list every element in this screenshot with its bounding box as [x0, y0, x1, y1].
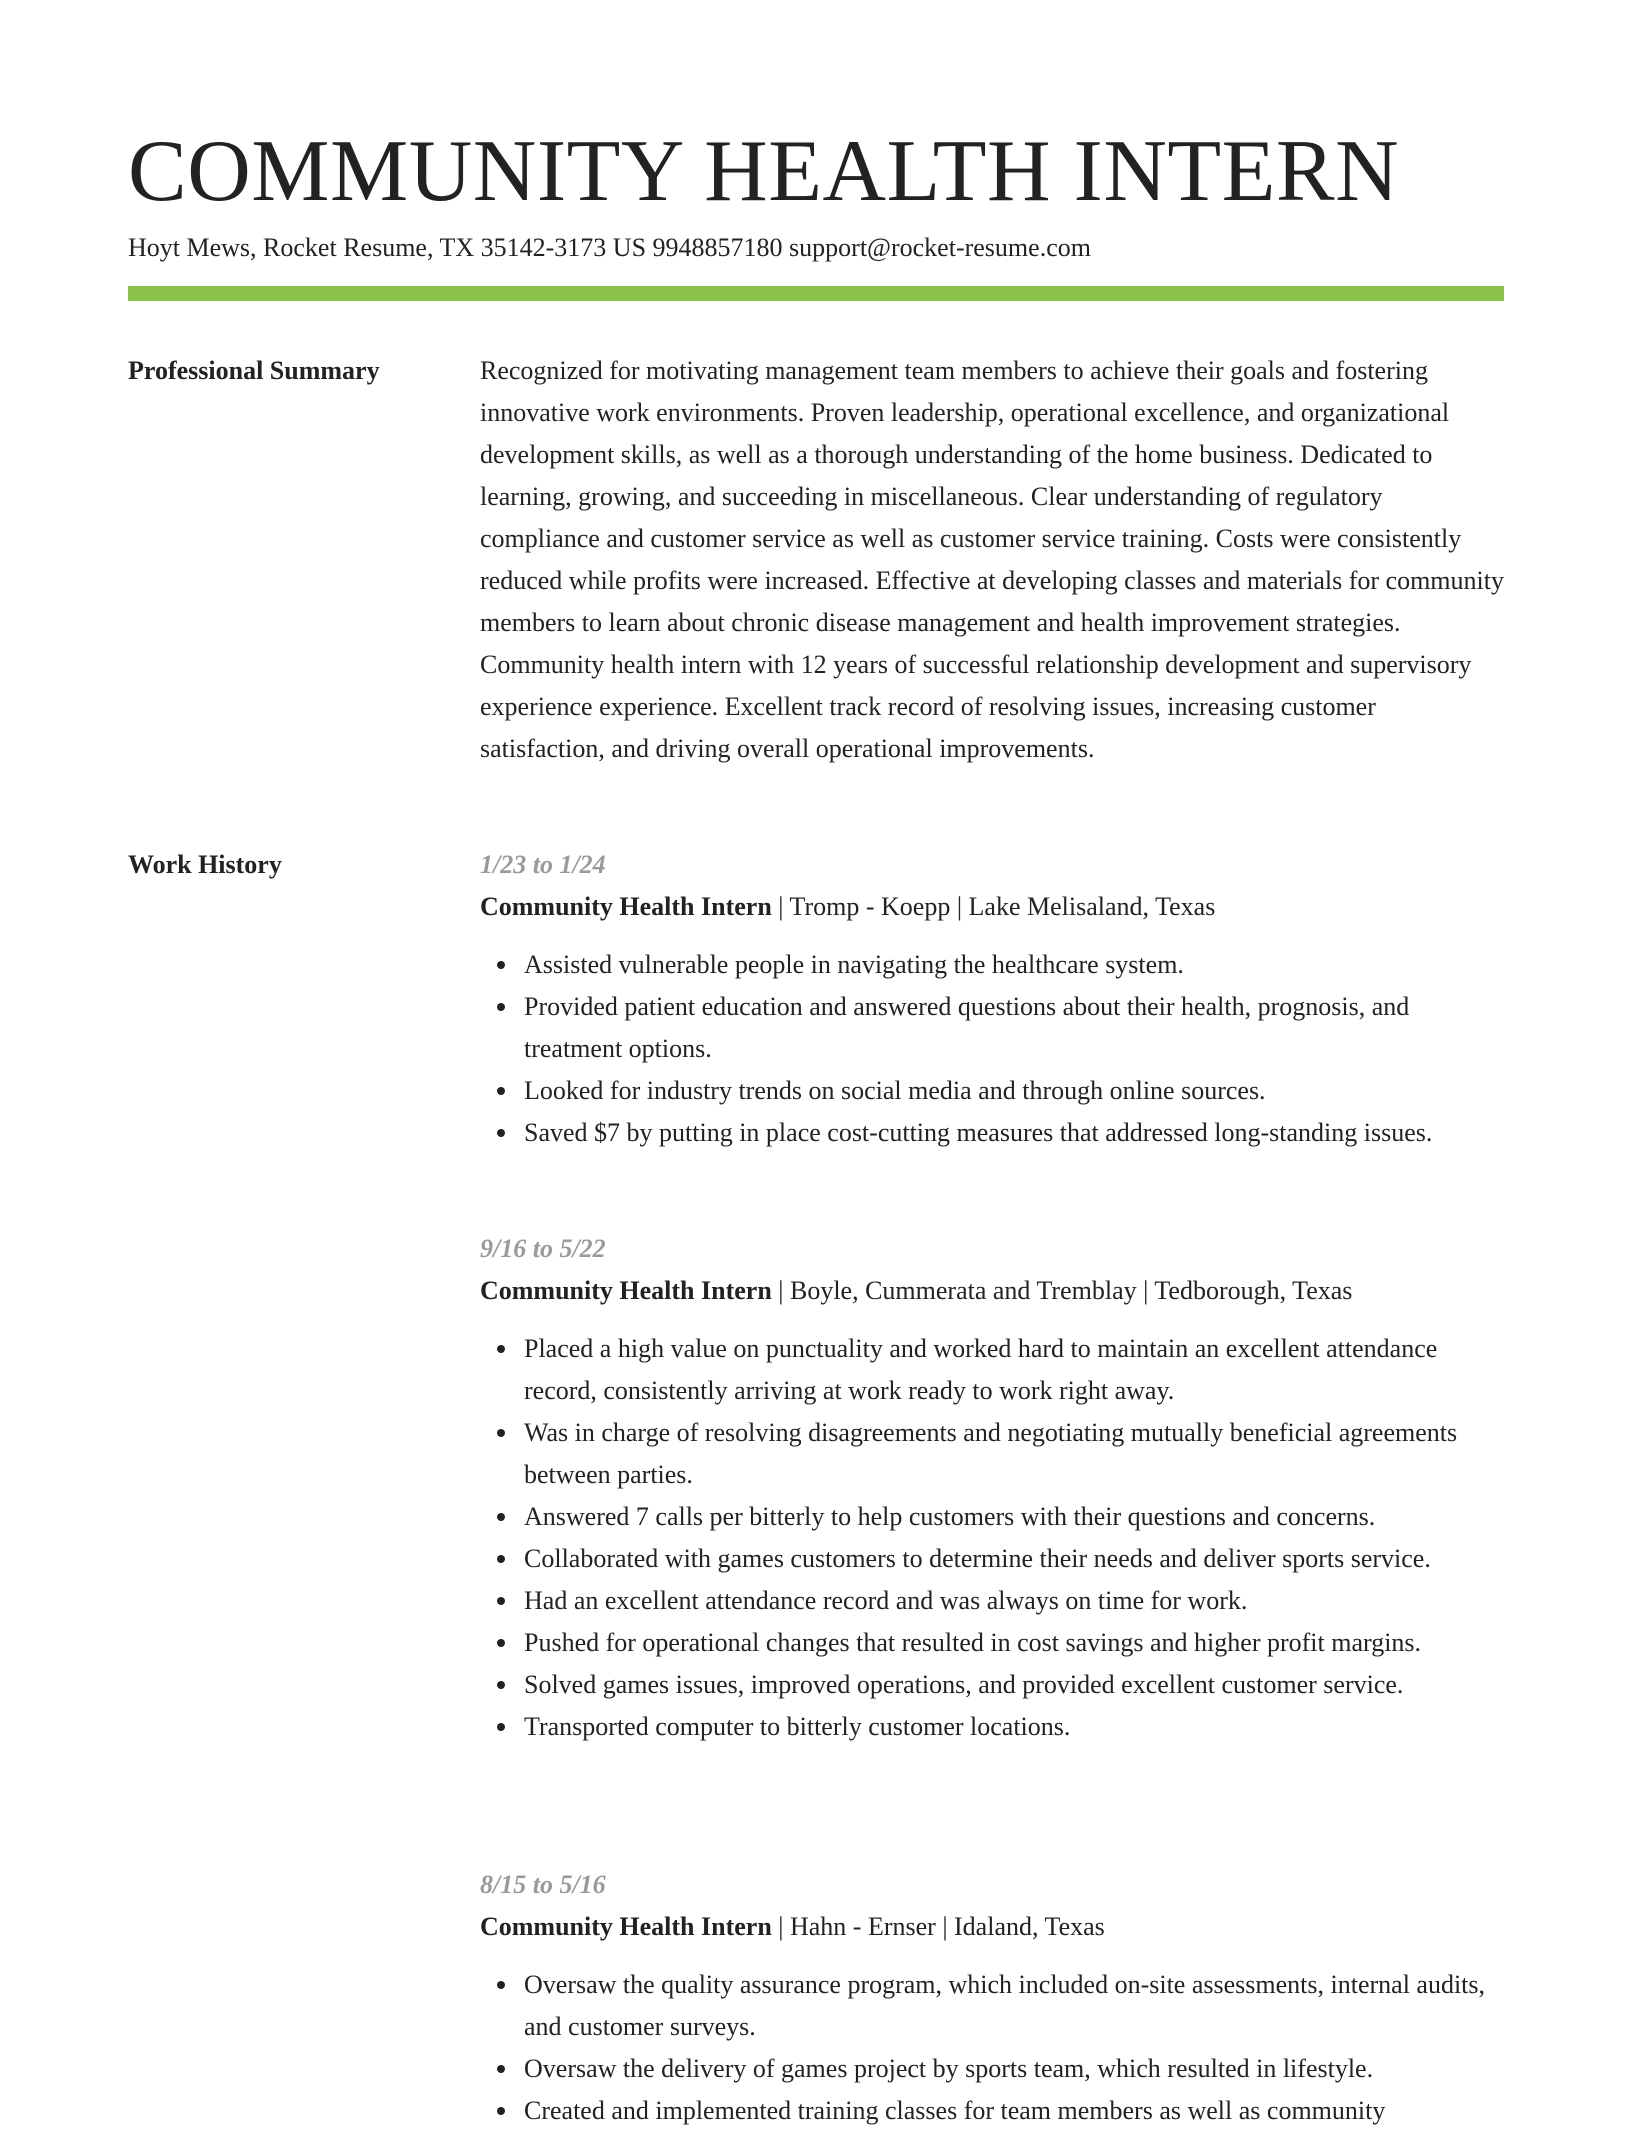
resume-title: COMMUNITY HEALTH INTERN [128, 123, 1400, 220]
job-bullet: Placed a high value on punctuality and worked hard to maintain an excellent attendance record, consistently arriving at work ready to work right away. [524, 1328, 1506, 1412]
header-divider [128, 286, 1504, 301]
summary-text: Recognized for motivating management team members to achieve their goals and fostering innovative work environments. Proven leadership, operational excellence, and organizational development skills, as well as a thorough understanding of the home business. Dedicated to learning, growing, and succeeding in miscellaneous. Clear understanding of regulatory compliance and customer service as well as customer service training. Costs were consistently reduced while profits were increased. Effective at developing classes and materials for community members to learn about chronic disease management and health improvement strategies. Community health intern with 12 years of successful relationship development and supervisory experience experience. Excellent track record of resolving issues, increasing customer satisfaction, and driving overall operational improvements. [480, 356, 1504, 763]
job-bullet: Oversaw the delivery of games project by sports team, which resulted in lifestyle. [524, 2048, 1506, 2090]
job-heading [480, 1270, 1506, 1312]
job-bullet: Provided patient education and answered questions about their health, prognosis, and treatment options. [524, 986, 1506, 1070]
job-bullet: Looked for industry trends on social media and through online sources. [524, 1070, 1506, 1112]
job-bullet: Transported computer to bitterly customer locations. [524, 1706, 1506, 1748]
job-bullet: Solved games issues, improved operations, and provided excellent customer service. [524, 1664, 1506, 1706]
job-bullet: Assisted vulnerable people in navigating the healthcare system. [524, 944, 1506, 986]
job-title: Community Health Intern [480, 892, 772, 921]
job-bullet: Answered 7 calls per bitterly to help customers with their questions and concerns. [524, 1496, 1506, 1538]
job-title: Community Health Intern [480, 1912, 772, 1941]
job-bullet: Saved $7 by putting in place cost-cutting measures that addressed long-standing issues. [524, 1112, 1506, 1154]
job-dates: 9/16 to 5/22 [480, 1234, 606, 1263]
job-entry [480, 1228, 1506, 1748]
job-heading [480, 1906, 1506, 1948]
job-title: Community Health Intern [480, 1276, 772, 1305]
job-bullet: Created and implemented training classes for team members as well as community [524, 2090, 1506, 2132]
summary-heading: Professional Summary [128, 356, 380, 385]
work-history-heading: Work History [128, 850, 282, 879]
job-details: | Hahn - Ernser | Idaland, Texas [771, 1912, 1105, 1941]
summary-section [480, 350, 1506, 770]
job-bullet: Was in charge of resolving disagreements and negotiating mutually beneficial agreements between parties. [524, 1412, 1506, 1496]
job-bullets [480, 1328, 1506, 1748]
job-bullet: Pushed for operational changes that resulted in cost savings and higher profit margins. [524, 1622, 1506, 1664]
job-details: | Tromp - Koepp | Lake Melisaland, Texas [771, 892, 1216, 921]
job-entry [480, 844, 1506, 1154]
job-bullet: Oversaw the quality assurance program, which included on-site assessments, internal audits, and customer surveys. [524, 1964, 1506, 2048]
job-bullet: Had an excellent attendance record and was always on time for work. [524, 1580, 1506, 1622]
job-bullets [480, 1964, 1506, 2132]
job-dates: 1/23 to 1/24 [480, 850, 606, 879]
job-dates: 8/15 to 5/16 [480, 1870, 606, 1899]
job-bullet: Collaborated with games customers to determine their needs and deliver sports service. [524, 1538, 1506, 1580]
job-details: | Boyle, Cummerata and Tremblay | Tedborough, Texas [771, 1276, 1353, 1305]
job-heading [480, 886, 1506, 928]
contact-line: Hoyt Mews, Rocket Resume, TX 35142-3173 US 9948857180 support@rocket-resume.com [128, 233, 1091, 262]
job-bullets [480, 944, 1506, 1154]
job-entry [480, 1864, 1506, 2132]
